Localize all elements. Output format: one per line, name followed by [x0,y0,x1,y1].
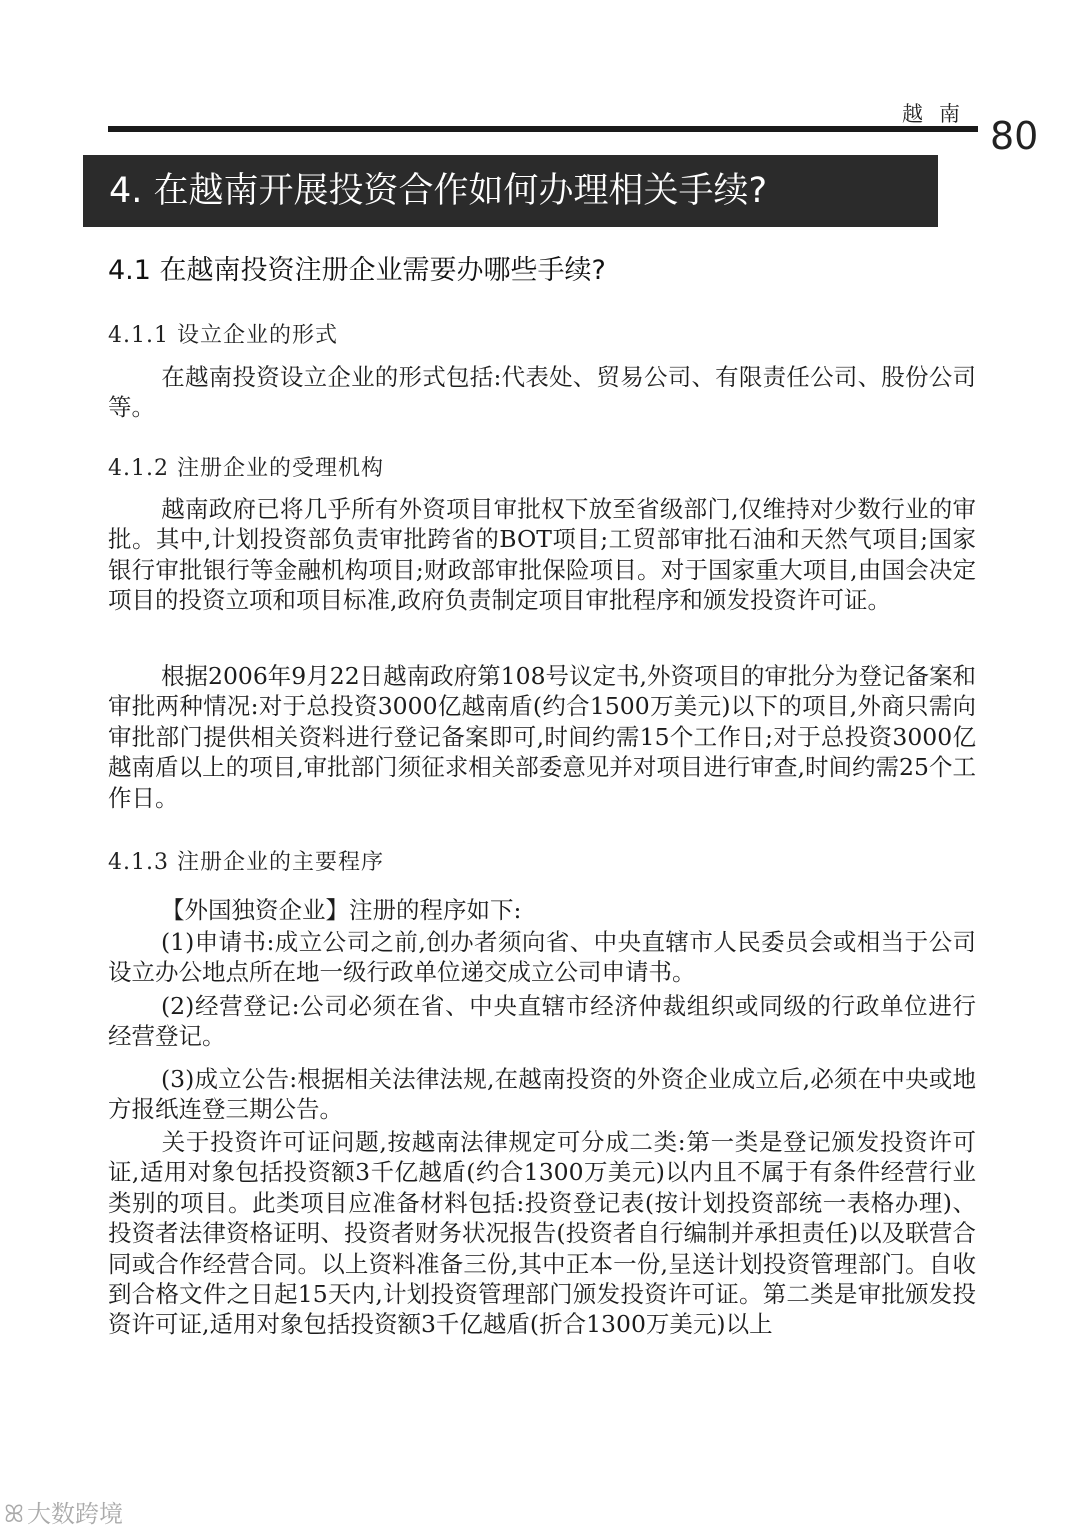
paragraph-text: 【外国独资企业】注册的程序如下: [161,896,522,924]
running-header-country: 越南 [902,102,976,126]
watermark [4,1494,123,1529]
paragraph-step-2 [108,991,976,1052]
header-rule [108,126,978,132]
paragraph-step-1 [108,927,976,988]
subsection-title-4-1-3: 4.1.3 注册企业的主要程序 [108,850,384,875]
watermark-logo-icon: ꕤ [4,1500,23,1528]
paragraph-text: 在越南投资设立企业的形式包括:代表处、贸易公司、有限责任公司、股份公司等。 [108,363,976,422]
paragraph-text: 根据2006年9月22日越南政府第108号议定书,外资项目的审批分为登记备案和审批两种情况:对于总投资3000亿越南盾(约合1500万美元)以下的项目,外商只需向审批部门提供相关资料进行登记备案即可,时间约需15个工作日;对于总投资3000亿越南盾以上的项目,审批部门须征求相关部委意见并对项目进行审查,时间约需25个工作日。 [108,662,976,812]
subsection-title-4-1-2: 4.1.2 注册企业的受理机构 [108,456,384,481]
paragraph-text: 越南政府已将几乎所有外资项目审批权下放至省级部门,仅维持对少数行业的审批。其中,计划投资部负责审批跨省的BOT项目;工贸部审批石油和天然气项目;国家银行审批银行等金融机构项目;财政部审批保险项目。对于国家重大项目,由国会决定项目的投资立项和项目标准,政府负责制定项目审批程序和颁发投资许可证。 [108,495,976,615]
watermark-text: 大数跨境 [26,1500,123,1528]
paragraph-approval-rules [108,661,976,813]
paragraph-license [108,1127,976,1340]
paragraph-agencies [108,494,976,616]
subsection-title-4-1-1: 4.1.1 设立企业的形式 [108,323,338,348]
paragraph-text: (1)申请书:成立公司之前,创办者须向省、中央直辖市人民委员会或相当于公司设立办公地点所在地一级行政单位递交成立公司申请书。 [108,928,976,987]
paragraph-text: (2)经营登记:公司必须在省、中央直辖市经济仲裁组织或同级的行政单位进行经营登记。 [108,992,976,1051]
paragraph-text: 关于投资许可证问题,按越南法律规定可分成二类:第一类是登记颁发投资许可证,适用对象包括投资额3千亿越盾(约合1300万美元)以内且不属于有条件经营行业类别的项目。此类项目应准备材料包括:投资登记表(按计划投资部统一表格办理)、投资者法律资格证明、投资者财务状况报告(投资者自行编制并承担责任)以及联营合同或合作经营合同。以上资料准备三份,其中正本一份,呈送计划投资管理部门。自收到合格文件之日起15天内,计划投资管理部门颁发投资许可证。第二类是审批颁发投资许可证,适用对象包括投资额3千亿越盾(折合1300万美元)以上 [108,1128,976,1339]
chapter-title: 4. 在越南开展投资合作如何办理相关手续? [83,155,938,227]
paragraph-text: (3)成立公告:根据相关法律法规,在越南投资的外资企业成立后,必须在中央或地方报纸连登三期公告。 [108,1065,976,1124]
page-number: 80 [990,114,1039,158]
paragraph-procedure-intro [108,895,976,925]
paragraph-step-3 [108,1064,976,1125]
paragraph-forms [108,362,976,423]
section-title: 4.1 在越南投资注册企业需要办哪些手续? [108,255,606,286]
